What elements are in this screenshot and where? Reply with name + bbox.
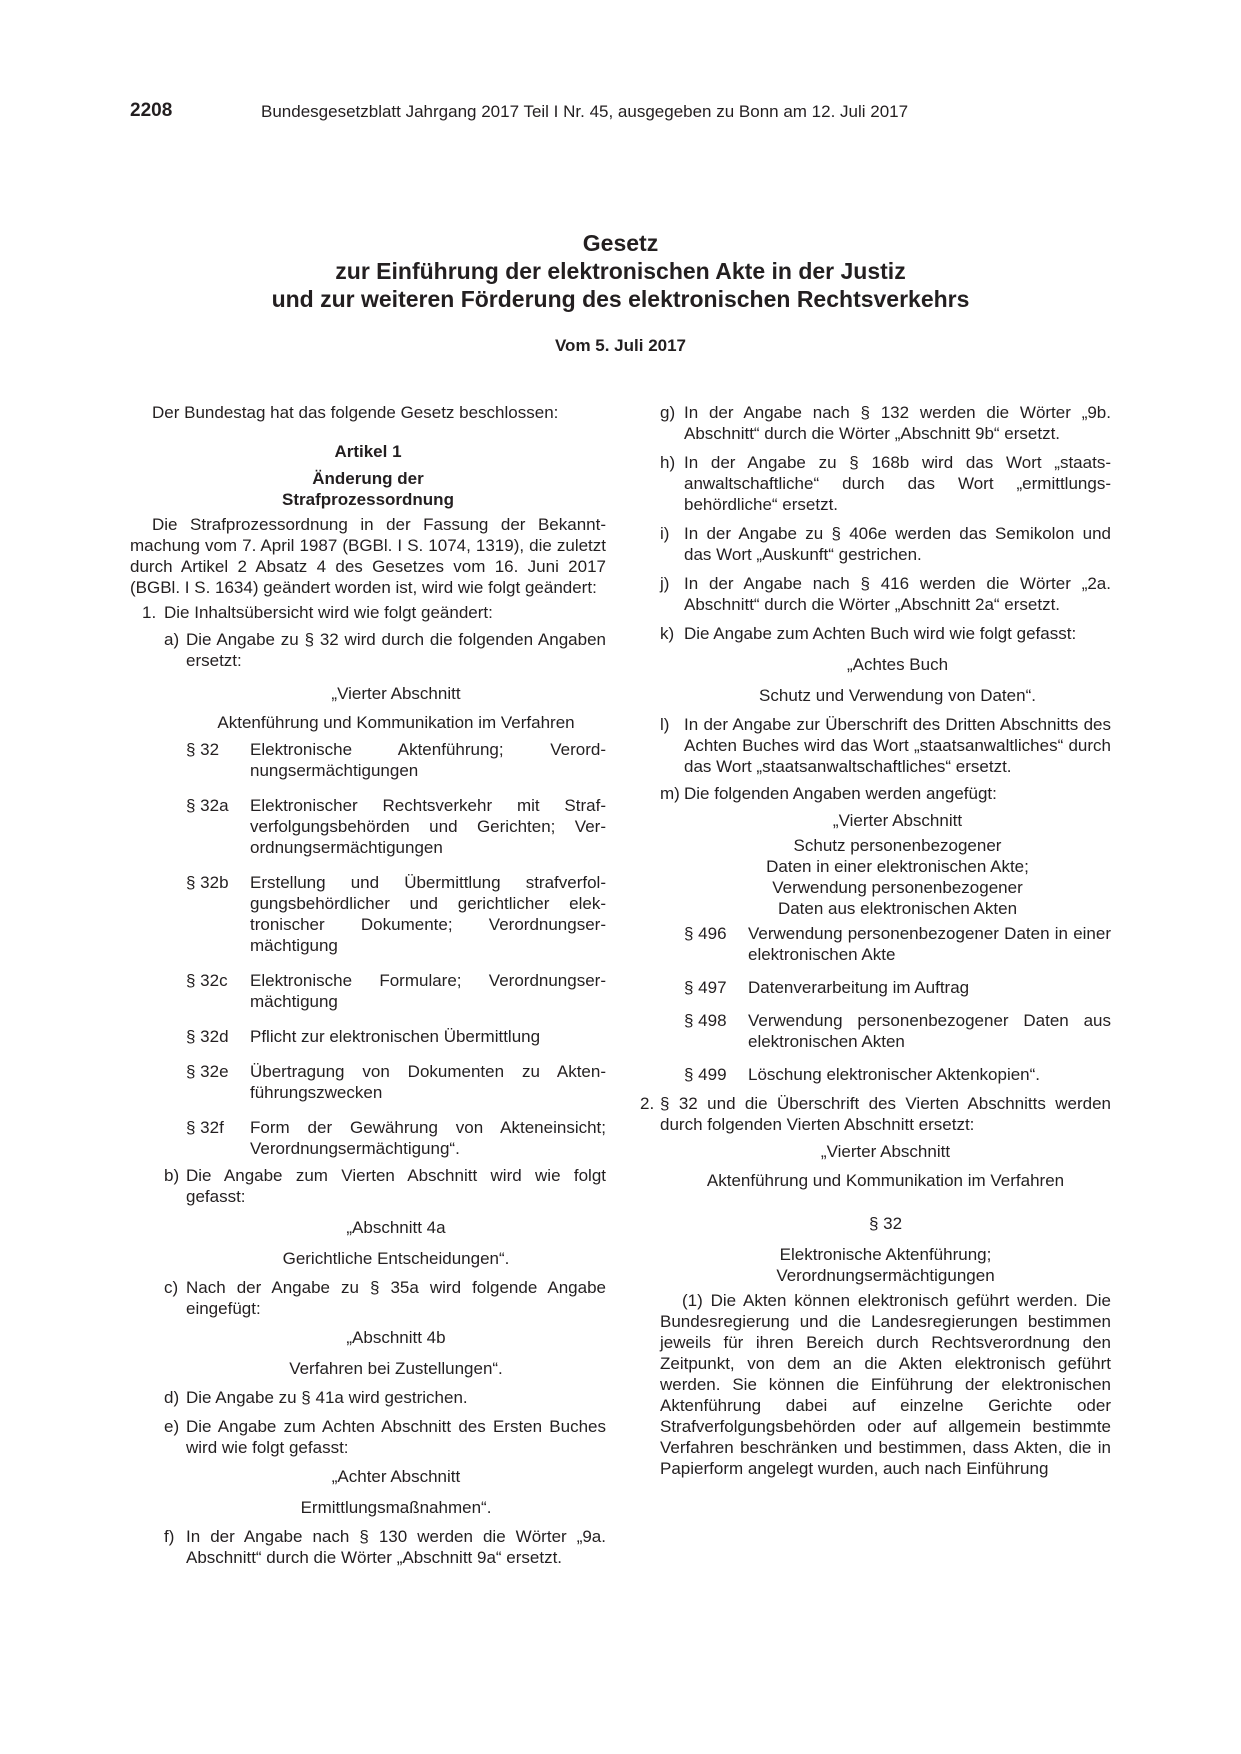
section-text: (1) Die Akten können elektronisch geführt werden. Die Bundesregierung und die Landesregierungen bestimmen jeweils für ihren Bereich durch Rechtsverordnung den Zeitpunkt, von dem an die Akten elektronisch geführt werden. Sie können die Einführung der elektronischen Aktenführung dabei auf einzelne Gerichte oder Strafverfolgungsbehörden oder auf allgemein bestimmte Verfahren beschränken und bestimmen, dass Akten, die in Papierform angelegt wurden, auch nach Einführung	[660, 1291, 1111, 1478]
list-item-1	[130, 602, 606, 623]
paragraph-title: Form der Gewährung von Akteneinsicht; Verordnungsermächtigung“.	[250, 1118, 606, 1158]
law-date: Vom 5. Juli 2017	[554, 336, 687, 355]
title-line-3: und zur weiteren Förderung des elektronischen Rechtsverkehrs	[271, 286, 970, 312]
list-item-text: Die folgenden Angaben werden angefügt:	[684, 784, 997, 803]
list-item-text: Die Inhaltsübersicht wird wie folgt geändert:	[164, 603, 493, 622]
paragraph-entry	[684, 923, 1111, 965]
section-title	[640, 1244, 1111, 1286]
heading-line: Schutz personenbezogener	[793, 836, 1002, 855]
list-item-k	[640, 623, 1111, 644]
article-heading: Artikel 1	[334, 442, 402, 461]
paragraph-number: § 32b	[186, 873, 229, 892]
paragraph-number: § 496	[684, 924, 727, 943]
list-item-i	[640, 523, 1111, 565]
list-item-label: b)	[164, 1166, 180, 1185]
list-item-text: Nach der Angabe zu § 35a wird folgende Angabe eingefügt:	[186, 1278, 606, 1318]
quote-line: „Vierter Abschnitt	[331, 684, 461, 703]
paragraph-entry	[186, 1026, 606, 1047]
list-item-label: 1.	[142, 603, 157, 622]
paragraph-entry	[684, 977, 1111, 998]
paragraph-title: Verwendung personenbezogener Daten in einer elektronischen Akte	[748, 924, 1111, 964]
quote-line: „Abschnitt 4b	[346, 1328, 446, 1347]
list-item-text: Die Angabe zu § 41a wird gestrichen.	[186, 1388, 468, 1407]
list-item-label: c)	[164, 1278, 179, 1297]
section-title-line-2: Verordnungsermächtigungen	[776, 1266, 995, 1285]
list-item-label: 2.	[640, 1094, 655, 1113]
list-item-text: Die Angabe zum Achten Buch wird wie folgt gefasst:	[684, 624, 1077, 643]
right-column	[640, 402, 1111, 1479]
list-item-label: e)	[164, 1417, 180, 1436]
list-item-label: f)	[164, 1527, 175, 1546]
paragraph-number: § 32f	[186, 1118, 224, 1137]
article-title	[130, 468, 606, 510]
list-item-label: m)	[660, 784, 680, 803]
list-item-l	[640, 714, 1111, 777]
list-item-text: In der Angabe nach § 132 werden die Wörter „9b. Abschnitt“ durch die Wörter „Abschnitt 9b“ ersetzt.	[684, 403, 1111, 443]
paragraph-entry	[186, 795, 606, 858]
paragraph-number: § 32	[186, 740, 220, 759]
list-item-text: In der Angabe zur Überschrift des Dritten Abschnitts des Achten Buches wird das Wort „staatsanwaltliches“ durch das Wort „staatsanwaltschaftliches“ ersetzt.	[684, 715, 1111, 776]
paragraph-title: Übertragung von Dokumenten zu Aktenführungszwecken	[250, 1062, 606, 1102]
list-item-label: d)	[164, 1388, 180, 1407]
list-item-text: Die Angabe zu § 32 wird durch die folgenden Angaben ersetzt:	[186, 630, 606, 670]
paragraph-title: Datenverarbeitung im Auftrag	[748, 978, 970, 997]
quote-line: „Achter Abschnitt	[331, 1467, 461, 1486]
section-title-line-1: Elektronische Aktenführung;	[779, 1245, 992, 1264]
list-item-text: In der Angabe nach § 130 werden die Wörter „9a. Abschnitt“ durch die Wörter „Abschnitt 9a“ ersetzt.	[186, 1527, 606, 1567]
paragraph-title: Elektronische Formulare; Verordnungsermächtigung	[250, 971, 606, 1011]
list-item-c	[130, 1277, 606, 1319]
list-item-2	[640, 1093, 1111, 1135]
quote-line: „Achtes Buch	[846, 655, 949, 674]
paragraph-list	[130, 739, 606, 1159]
list-item-label: l)	[660, 715, 670, 734]
law-title	[130, 229, 1111, 313]
quote-line: „Vierter Abschnitt	[832, 811, 963, 830]
heading-line: Daten aus elektronischen Akten	[777, 899, 1018, 918]
quote-line: Verfahren bei Zustellungen“.	[289, 1359, 503, 1378]
paragraph-number: § 499	[684, 1065, 727, 1084]
list-item-b	[130, 1165, 606, 1207]
list-item-text: § 32 und die Überschrift des Vierten Abschnitts werden durch folgenden Vierten Abschnitt ersetzt:	[660, 1094, 1111, 1134]
list-item-text: In der Angabe zu § 406e werden das Semikolon und das Wort „Auskunft“ gestrichen.	[684, 524, 1111, 564]
paragraph-number: § 498	[684, 1011, 727, 1030]
paragraph-list	[640, 923, 1111, 1085]
list-item-text: In der Angabe nach § 416 werden die Wörter „2a. Abschnitt“ durch die Wörter „Abschnitt 2a“ ersetzt.	[684, 574, 1111, 614]
list-item-label: k)	[660, 624, 675, 643]
left-column	[130, 402, 606, 1568]
title-line-1: Gesetz	[582, 230, 659, 256]
section-heading-block	[640, 835, 1111, 919]
quote-line: Gerichtliche Entscheidungen“.	[282, 1249, 510, 1268]
paragraph-number: § 32a	[186, 796, 229, 815]
list-item-j	[640, 573, 1111, 615]
quote-line: „Abschnitt 4a	[346, 1218, 446, 1237]
list-item-text: Die Angabe zum Achten Abschnitt des Ersten Buches wird wie folgt gefasst:	[186, 1417, 606, 1457]
article-text: Die Strafprozessordnung in der Fassung der Bekanntmachung vom 7. April 1987 (BGBl. I S. 1074, 1319), die zuletzt durch Artikel 2 Absatz 4 des Gesetzes vom 16. Juni 2017 (BGBl. I S. 1634) geändert worden ist, wird wie folgt geändert:	[130, 515, 606, 597]
enactment-clause: Der Bundestag hat das folgende Gesetz beschlossen:	[152, 403, 559, 422]
heading-line: Verwendung personenbezogener	[772, 878, 1023, 897]
list-item-e	[130, 1416, 606, 1458]
list-item-m	[640, 783, 1111, 804]
quote-line: Aktenführung und Kommunikation im Verfahren	[706, 1171, 1065, 1190]
paragraph-number: § 32d	[186, 1027, 229, 1046]
list-item-label: a)	[164, 630, 180, 649]
paragraph-title: Elektronische Aktenführung; Verordnungsermächtigungen	[250, 740, 606, 780]
list-item-d	[130, 1387, 606, 1408]
paragraph-entry	[186, 872, 606, 956]
paragraph-number: § 497	[684, 978, 727, 997]
paragraph-title: Pflicht zur elektronischen Übermittlung	[250, 1027, 541, 1046]
quote-line: Schutz und Verwendung von Daten“.	[759, 686, 1036, 705]
heading-line: Daten in einer elektronischen Akte;	[766, 857, 1029, 876]
paragraph-number: § 32e	[186, 1062, 229, 1081]
list-item-label: j)	[660, 574, 670, 593]
paragraph-entry	[684, 1010, 1111, 1052]
paragraph-entry	[186, 970, 606, 1012]
paragraph-number: § 32c	[186, 971, 228, 990]
quote-line: Ermittlungsmaßnahmen“.	[300, 1498, 492, 1517]
quote-line: „Vierter Abschnitt	[820, 1142, 951, 1161]
list-item-h	[640, 452, 1111, 515]
paragraph-entry	[186, 1117, 606, 1159]
paragraph-entry	[186, 739, 606, 781]
title-line-2: zur Einführung der elektronischen Akte in der Justiz	[335, 258, 906, 284]
article-title-line-2: Strafprozessordnung	[282, 490, 454, 509]
page-number: 2208	[130, 100, 173, 121]
list-item-g	[640, 402, 1111, 444]
list-item-label: h)	[660, 453, 676, 472]
quote-line: Aktenführung und Kommunikation im Verfahren	[217, 713, 575, 732]
paragraph-entry	[684, 1064, 1111, 1085]
paragraph-title: Erstellung und Übermittlung strafverfolgungsbehördlicher und gerichtlicher elektronischer Dokumente; Verordnungsermächtigung	[250, 873, 606, 955]
list-item-label: i)	[660, 524, 670, 543]
article-title-line-1: Änderung der	[312, 469, 424, 488]
paragraph-title: Verwendung personenbezogener Daten aus elektronischen Akten	[748, 1011, 1111, 1051]
paragraph-title: Elektronischer Rechtsverkehr mit Strafverfolgungsbehörden und Gerichten; Verordnungsermächtigungen	[250, 796, 606, 857]
paragraph-entry	[186, 1061, 606, 1103]
list-item-a	[130, 629, 606, 671]
running-header: Bundesgesetzblatt Jahrgang 2017 Teil I Nr. 45, ausgegeben zu Bonn am 12. Juli 2017	[261, 102, 909, 121]
list-item-f	[130, 1526, 606, 1568]
section-number: § 32	[868, 1214, 903, 1233]
paragraph-title: Löschung elektronischer Aktenkopien“.	[748, 1065, 1041, 1084]
list-item-label: g)	[660, 403, 676, 422]
list-item-text: In der Angabe zu § 168b wird das Wort „staatsanwaltschaftliche“ durch das Wort „ermittlungsbehördliche“ ersetzt.	[684, 453, 1111, 514]
list-item-text: Die Angabe zum Vierten Abschnitt wird wie folgt gefasst:	[186, 1166, 606, 1206]
